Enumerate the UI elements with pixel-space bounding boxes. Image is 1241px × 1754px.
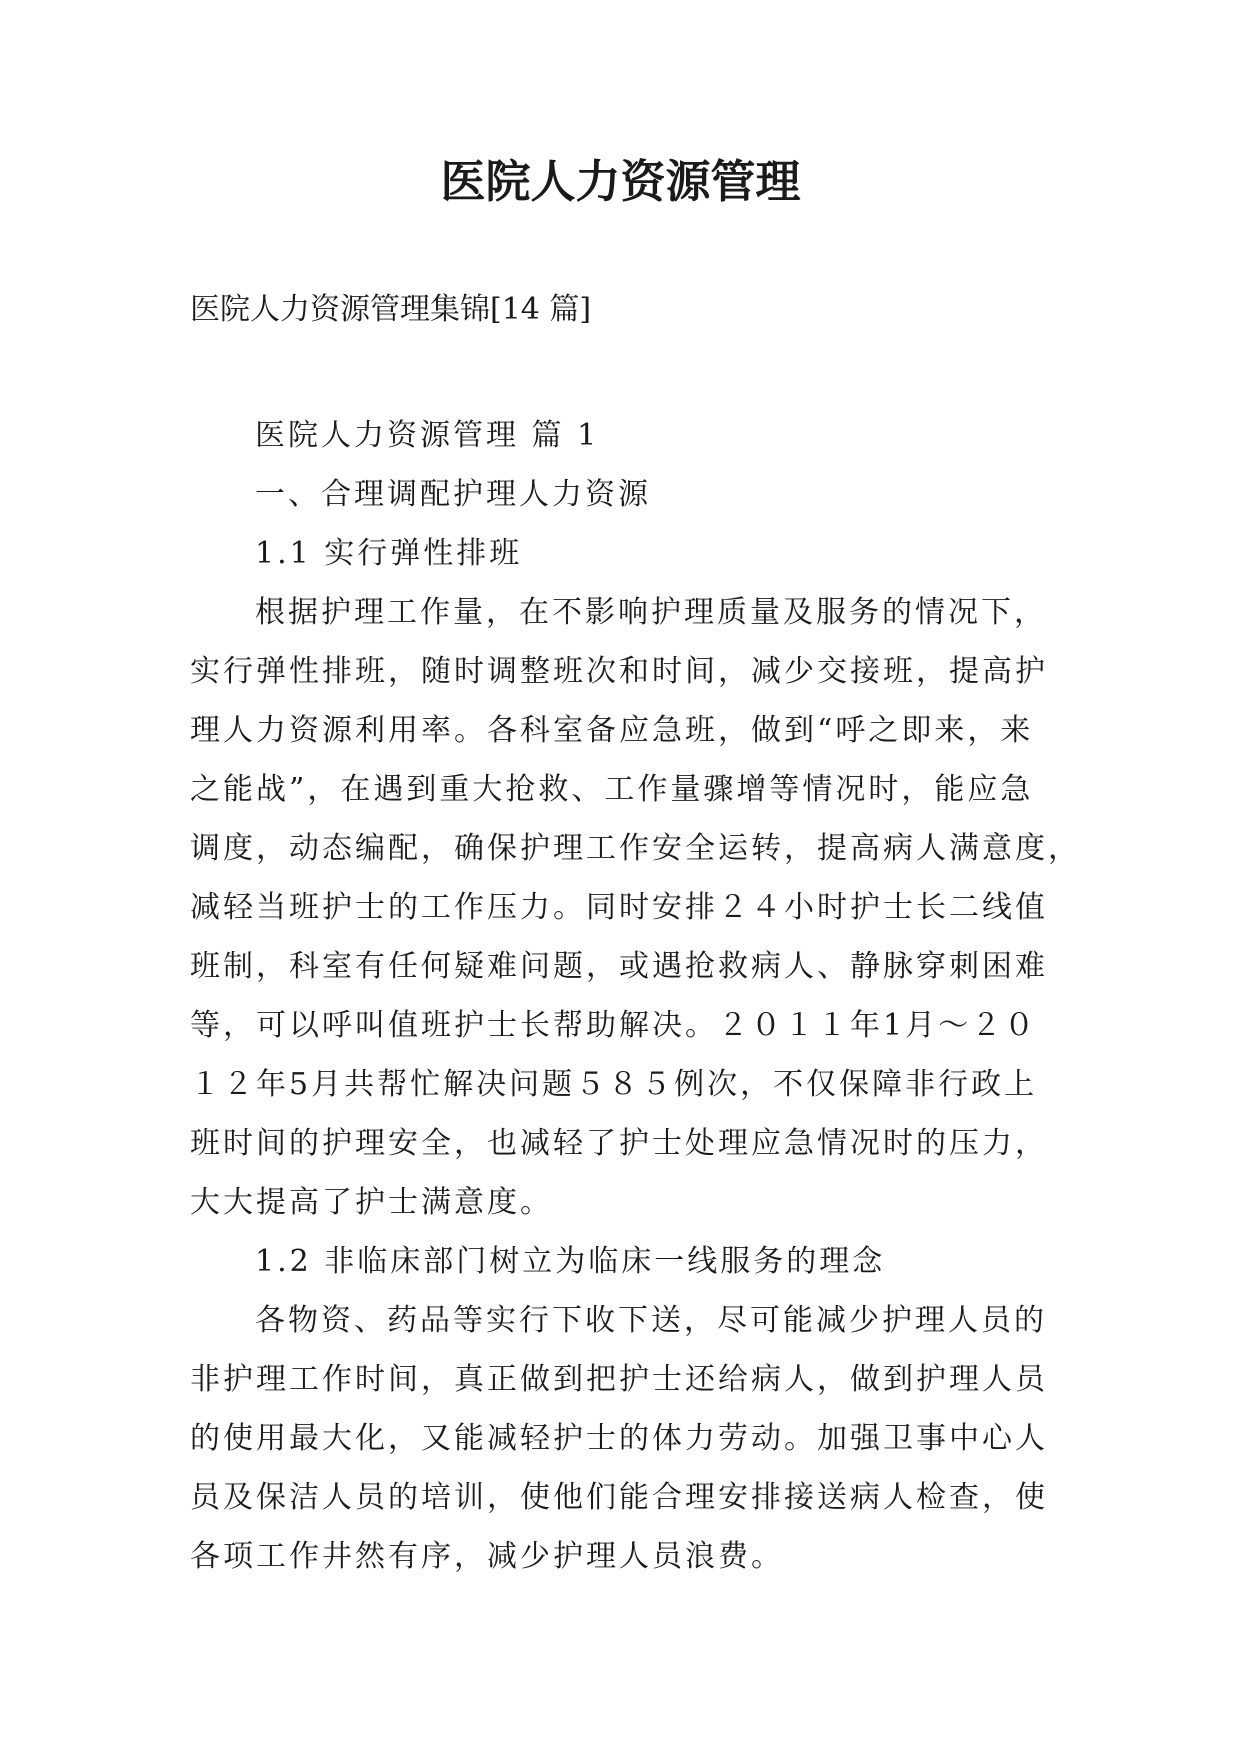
body-line: 各项工作井然有序，减少护理人员浪费。	[190, 1539, 784, 1574]
body-line: 一、合理调配护理人力资源	[255, 477, 651, 512]
body-line: 根据护理工作量，在不影响护理质量及服务的情况下，	[255, 595, 1047, 630]
body-line: 大大提高了护士满意度。	[190, 1185, 553, 1220]
body-line: 实行弹性排班，随时调整班次和时间，减少交接班，提高护	[190, 654, 1048, 689]
document-title: 医院人力资源管理	[440, 155, 801, 208]
body-line: 各物资、药品等实行下收下送，尽可能减少护理人员的	[255, 1303, 1047, 1338]
body-line: 医院人力资源管理 篇 1	[255, 418, 600, 453]
body-line: 减轻当班护士的工作压力。同时安排２４小时护士长二线值	[190, 890, 1048, 925]
body-line: 班时间的护理安全，也减轻了护士处理应急情况时的压力，	[190, 1126, 1048, 1161]
body-line: 班制，科室有任何疑难问题，或遇抢救病人、静脉穿刺困难	[190, 949, 1048, 984]
body-line: １２年5月共帮忙解决问题５８５例次，不仅保障非行政上	[190, 1067, 1038, 1102]
body-line: 的使用最大化，又能减轻护士的体力劳动。加强卫事中心人	[190, 1421, 1048, 1456]
body-line: 调度，动态编配，确保护理工作安全运转，提高病人满意度，	[190, 831, 1081, 866]
body-line: 等，可以呼叫值班护士长帮助解决。２０１１年1月～２０	[190, 1008, 1038, 1043]
document-body	[190, 406, 1081, 1586]
body-line: 理人力资源利用率。各科室备应急班，做到“呼之即来，来	[190, 713, 1034, 748]
body-line: 非护理工作时间，真正做到把护士还给病人，做到护理人员	[190, 1362, 1048, 1397]
body-line: 1.2 非临床部门树立为临床一线服务的理念	[255, 1244, 886, 1279]
body-line: 员及保洁人员的培训，使他们能合理安排接送病人检查，使	[190, 1480, 1048, 1515]
body-line: 之能战”，在遇到重大抢救、工作量骤增等情况时，能应急	[190, 772, 1034, 807]
body-line: 1.1 实行弹性排班	[255, 536, 523, 571]
collection-title: 医院人力资源管理集锦[14 篇]	[190, 292, 592, 327]
